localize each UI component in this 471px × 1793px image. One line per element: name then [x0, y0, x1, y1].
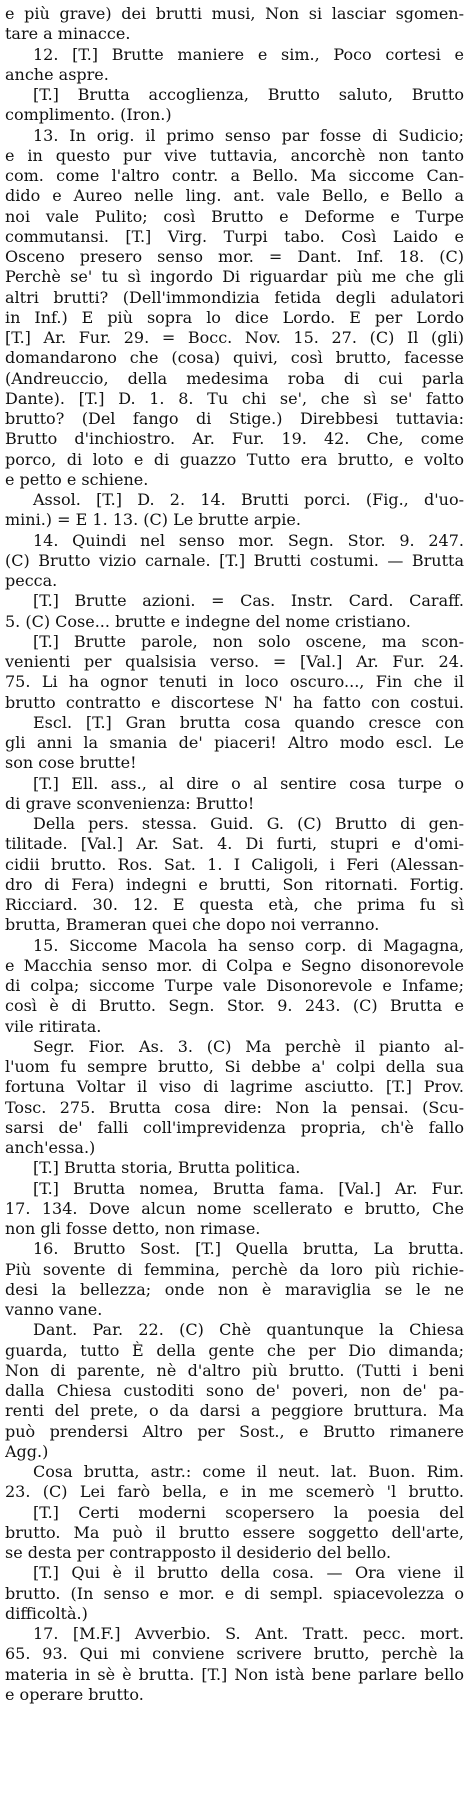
text-line: 17. 134. Dove alcun nome scellerato e brutto, Che [5, 1198, 464, 1218]
text-line: brutto. Ma può il brutto essere soggetto dell'arte, [5, 1522, 464, 1542]
text-line: [T.] Brutta storia, Brutta politica. [33, 1158, 301, 1178]
text-line: renti del prete, o da darsi a peggiore bruttura. Ma [5, 1401, 464, 1421]
text-line: venienti per qualsisia verso. = [Val.] Ar. Fur. 24. [5, 652, 464, 671]
text-line: Agg.) [5, 1441, 49, 1461]
text-line: domandarono che (cosa) quivi, così brutto, facesse [5, 348, 464, 368]
text-line: Segr. Fior. As. 3. (C) Ma perchè il pianto al- [33, 1036, 464, 1056]
text-line: noi vale Pulito; così Brutto e Deforme e Turpe [5, 206, 464, 226]
text-line: Tosc. 275. Brutta cosa dire: Non la pensai. (Scu- [5, 1097, 464, 1117]
text-line: cidii brutto. Ros. Sat. 1. I Caligoli, i Feri (Alessan- [5, 854, 464, 874]
text-line: e Macchia senso mor. di Colpa e Segno disonorevole [5, 955, 464, 975]
text-line: Cosa brutta, astr.: come il neut. lat. Buon. Rim. [33, 1462, 464, 1481]
text-line: vile ritirata. [5, 1016, 102, 1036]
text-line: dalla Chiesa custoditi sono de' poveri, non de' pa- [5, 1381, 464, 1400]
text-line: mini.) = E 1. 13. (C) Le brutte arpie. [5, 510, 301, 530]
text-line: sarsi de' falli coll'imprevidenza propria, ch'è fallo [5, 1117, 464, 1137]
text-line: e più grave) dei brutti musi, Non si lasciar sgomen- [5, 4, 464, 23]
text-line: [T.] Ar. Fur. 29. = Bocc. Nov. 15. 27. (C) Il (gli) [5, 328, 464, 347]
text-line: 23. (C) Lei farò bella, e in me scemerò 'l brutto. [5, 1482, 464, 1502]
text-line: di grave sconvenienza: Brutto! [5, 793, 255, 813]
text-line: vanno vane. [5, 1300, 103, 1319]
text-line: brutto contratto e discortese N' ha fatto con costui. [5, 692, 464, 712]
text-line: gli anni la smania de' piaceri! Altro modo escl. Le [5, 733, 464, 752]
text-line: 75. Li ha ognor tenuti in loco oscuro..., Fin che il [5, 672, 464, 692]
text-line: Dante). [T.] D. 1. 8. Tu chi se', che sì se' fatto [5, 388, 464, 408]
text-line: Non di parente, nè d'altro più brutto. (Tutti i beni [5, 1360, 464, 1380]
text-line: guarda, tutto È della gente che per Dio dimanda; [5, 1340, 464, 1360]
text-line: desi la bellezza; onde non è maraviglia se le ne [5, 1279, 464, 1299]
text-line: 13. In orig. il primo senso par fosse di Sudicio; [33, 125, 464, 145]
text-line: 12. [T.] Brutte maniere e sim., Poco cortesi e [33, 44, 464, 64]
text-line: se desta per contrapposto il desiderio del bello. [5, 1543, 392, 1562]
text-line: (Andreuccio, della medesima roba di cui parla [5, 368, 464, 388]
text-line: Della pers. stessa. Guid. G. (C) Brutto di gen- [33, 814, 464, 833]
text-line: [T.] Ell. ass., al dire o al sentire cosa turpe o [33, 773, 464, 793]
text-line: l'uom fu sempre brutto, Si debbe a' colpi della sua [5, 1057, 464, 1076]
text-line: (C) Brutto vizio carnale. [T.] Brutti costumi. — Brutta [5, 550, 464, 570]
text-line: tilitade. [Val.] Ar. Sat. 4. Di furti, stupri e d'omi- [5, 834, 464, 854]
text-line: altri brutti? (Dell'immondizia fetida degli adulatori [5, 287, 464, 307]
text-line: materia in sè è brutta. [T.] Non istà bene parlare bello [5, 1664, 464, 1684]
text-line: [T.] Brutta nomea, Brutta fama. [Val.] Ar. Fur. [33, 1178, 464, 1198]
text-line: brutta, Brameran quei che dopo noi verranno. [5, 915, 380, 935]
text-line: in Inf.) E più sopra lo dice Lordo. E per Lordo [5, 307, 464, 327]
text-line: difficoltà.) [5, 1603, 88, 1623]
text-line: [T.] Certi moderni scopersero la poesia del [33, 1502, 464, 1522]
text-line: anch'essa.) [5, 1138, 96, 1157]
text-line: pecca. [5, 571, 58, 590]
text-line: Più sovente di femmina, perchè da loro più richie- [5, 1259, 464, 1279]
text-line: così è di Brutto. Segn. Stor. 9. 243. (C) Brutta e [5, 996, 464, 1016]
text-line: anche aspre. [5, 64, 109, 84]
text-line: può prendersi Altro per Sost., e Brutto rimanere [5, 1421, 464, 1441]
text-line: non gli fosse detto, non rimase. [5, 1219, 261, 1238]
text-line: 17. [M.F.] Avverbio. S. Ant. Tratt. pecc. mort. [33, 1624, 464, 1643]
text-line: e in questo pur vive tuttavia, ancorchè non tanto [5, 145, 464, 165]
text-line: 16. Brutto Sost. [T.] Quella brutta, La brutta. [33, 1239, 464, 1259]
text-line: 14. Quindi nel senso mor. Segn. Stor. 9. 247. [33, 530, 464, 550]
text-line: [T.] Brutte azioni. = Cas. Instr. Card. Caraff. [33, 591, 464, 611]
text-line: dido e Aureo nelle ling. ant. vale Bello, e Bello a [5, 186, 464, 206]
text-line: [T.] Brutta accoglienza, Brutto saluto, Brutto [33, 85, 464, 104]
text-line: brutto? (Del fango di Stige.) Direbbesi tuttavia: [5, 409, 464, 428]
text-line: Ricciard. 30. 12. E questa età, che prima fu sì [5, 895, 464, 914]
text-line: Dant. Par. 22. (C) Chè quantunque la Chiesa [33, 1320, 464, 1340]
text-line: e operare brutto. [5, 1684, 144, 1704]
text-line: tare a minacce. [5, 24, 131, 44]
text-line: commutansi. [T.] Virg. Turpi tabo. Così Laido e [5, 226, 464, 246]
text-line: Brutto d'inchiostro. Ar. Fur. 19. 42. Che, come [5, 429, 464, 449]
text-line: dro di Fera) indegni e brutti, Son ritornati. Fortig. [5, 874, 464, 894]
text-line: 15. Siccome Macola ha senso corp. di Magagna, [33, 935, 464, 955]
text-line: son cose brutte! [5, 753, 137, 773]
text-line: 5. (C) Cose... brutte e indegne del nome cristiano. [5, 611, 411, 631]
text-line: Assol. [T.] D. 2. 14. Brutti porci. (Fig., d'uo- [33, 490, 464, 509]
text-line: [T.] Qui è il brutto della cosa. — Ora viene il [33, 1563, 464, 1583]
text-line: di colpa; siccome Turpe vale Disonorevole e Infame; [5, 976, 464, 995]
text-line: com. come l'altro contr. a Bello. Ma siccome Can- [5, 166, 464, 185]
text-line: complimento. (Iron.) [5, 105, 172, 125]
text-line: porco, di loto e di guazzo Tutto era brutto, e volto [5, 449, 464, 469]
text-line: e petto e schiene. [5, 469, 149, 489]
text-line: 65. 93. Qui mi conviene scrivere brutto, perchè la [5, 1644, 464, 1664]
text-line: Perchè se' tu sì ingordo Di riguardar più me che gli [5, 267, 464, 287]
text-line: brutto. (In senso e mor. e di sempl. spiacevolezza o [5, 1583, 464, 1603]
text-line: fortuna Voltar il viso di lagrime asciutto. [T.] Prov. [5, 1077, 464, 1097]
text-line: [T.] Brutte parole, non solo oscene, ma scon- [33, 631, 464, 651]
text-line: Escl. [T.] Gran brutta cosa quando cresce con [33, 712, 464, 732]
text-line: Osceno presero senso mor. = Dant. Inf. 18. (C) [5, 247, 464, 266]
